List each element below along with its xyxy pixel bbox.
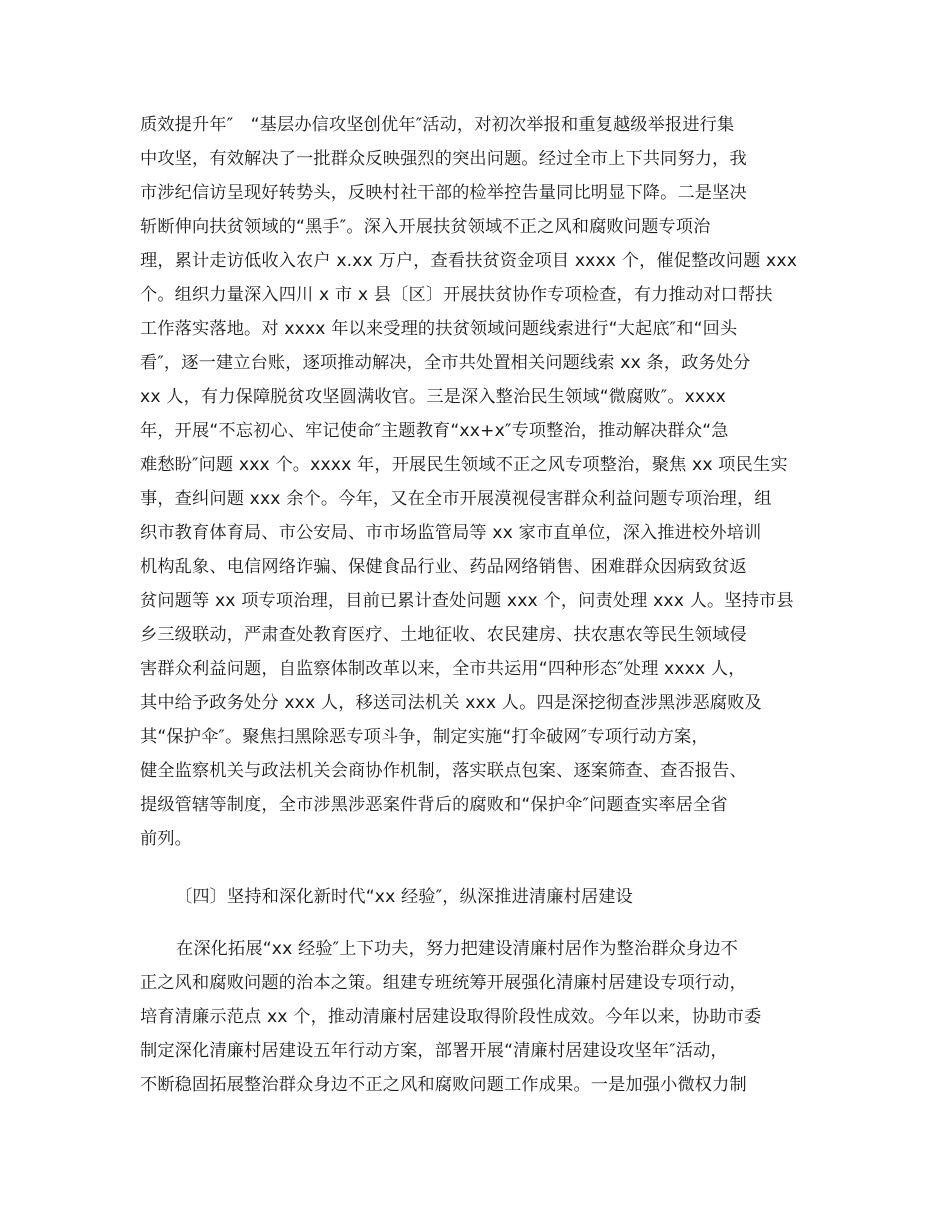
text-line: 织市教育体育局、市公安局、市市场监管局等 xx 家市直单位，深入推进校外培训	[140, 523, 762, 543]
text-line: 其中给予政务处分 xxx 人，移送司法机关 xxx 人。四是深挖彻查涉黑涉恶腐败及	[140, 693, 762, 713]
text-line: 在深化拓展“xx 经验″上下功夫，努力把建设清廉村居作为整治群众身边不	[176, 939, 739, 959]
text-line: 不断稳固拓展整治群众身边不正之风和腐败问题工作成果。一是加强小微权力制	[140, 1075, 747, 1095]
text-line: 难愁盼″问题 xxx 个。xxxx 年，开展民生领域不正之风专项整治，聚焦 xx 项民生实	[140, 455, 788, 475]
text-line: 市涉纪信访呈现好转势头，反映村社干部的检举控告量同比明显下降。二是坚决	[140, 183, 747, 203]
text-line: 培育清廉示范点 xx 个，推动清廉村居建设取得阶段性成效。今年以来，协助市委	[140, 1007, 762, 1027]
text-line: 其“保护伞″。聚焦扫黑除恶专项斗争，制定实施“打伞破网″专项行动方案，	[140, 727, 709, 747]
text-line: 年，开展“不忘初心、牢记使命″主题教育“xx+x″专项整治，推动解决群众“急	[140, 421, 729, 441]
text-line: 质效提升年″ “基层办信攻坚创优年″活动，对初次举报和重复越级举报进行集	[140, 115, 735, 135]
section-heading: 〔四〕坚持和深化新时代“xx 经验″，纵深推进清廉村居建设	[175, 887, 633, 907]
text-line: 工作落实落地。对 xxxx 年以来受理的扶贫领域问题线索进行“大起底″和“回头	[140, 319, 738, 339]
text-line: 正之风和腐败问题的治本之策。组建专班统筹开展强化清廉村居建设专项行动，	[140, 973, 747, 993]
text-line: 事，查纠问题 xxx 余个。今年，又在全市开展漠视侵害群众利益问题专项治理，组	[140, 489, 772, 509]
text-line: 制定深化清廉村居建设五年行动方案，部署开展“清廉村居建设攻坚年″活动，	[140, 1041, 728, 1061]
text-line: 贫问题等 xx 项专项治理，目前已累计查处问题 xxx 个，问责处理 xxx 人。坚持市县	[140, 591, 794, 611]
text-line: 乡三级联动，严肃查处教育医疗、土地征收、农民建房、扶农惠农等民生领域侵	[140, 625, 747, 645]
text-line: 看″，逐一建立台账，逐项推动解决，全市共处置相关问题线索 xx 条，政务处分	[140, 353, 751, 373]
text-line: 中攻坚，有效解决了一批群众反映强烈的突出问题。经过全市上下共同努力，我	[140, 149, 747, 169]
text-line: 机构乱象、电信网络诈骗、保健食品行业、药品网络销售、困难群众因病致贫返	[140, 557, 747, 577]
text-line: 提级管辖等制度，全市涉黑涉恶案件背后的腐败和“保护伞″问题查实率居全省	[140, 795, 728, 815]
text-line: xx 人，有力保障脱贫攻坚圆满收官。三是深入整治民生领域“微腐败″。xxxx	[140, 387, 726, 407]
text-line: 害群众利益问题，自监察体制改革以来，全市共运用“四种形态″处理 xxxx 人，	[140, 659, 746, 679]
text-line: 斩断伸向扶贫领域的“黑手″。深入开展扶贫领域不正之风和腐败问题专项治	[140, 217, 711, 237]
text-line: 理，累计走访低收入农户 x.xx 万户，查看扶贫资金项目 xxxx 个，催促整改问题 xxx	[140, 251, 798, 271]
text-line: 健全监察机关与政法机关会商协作机制，落实联点包案、逐案筛查、查否报告、	[140, 761, 747, 781]
text-line: 前列。	[140, 829, 193, 849]
text-line: 个。组织力量深入四川 x 市 x 县〔区〕开展扶贫协作专项检查，有力推动对口帮扶	[140, 285, 773, 305]
